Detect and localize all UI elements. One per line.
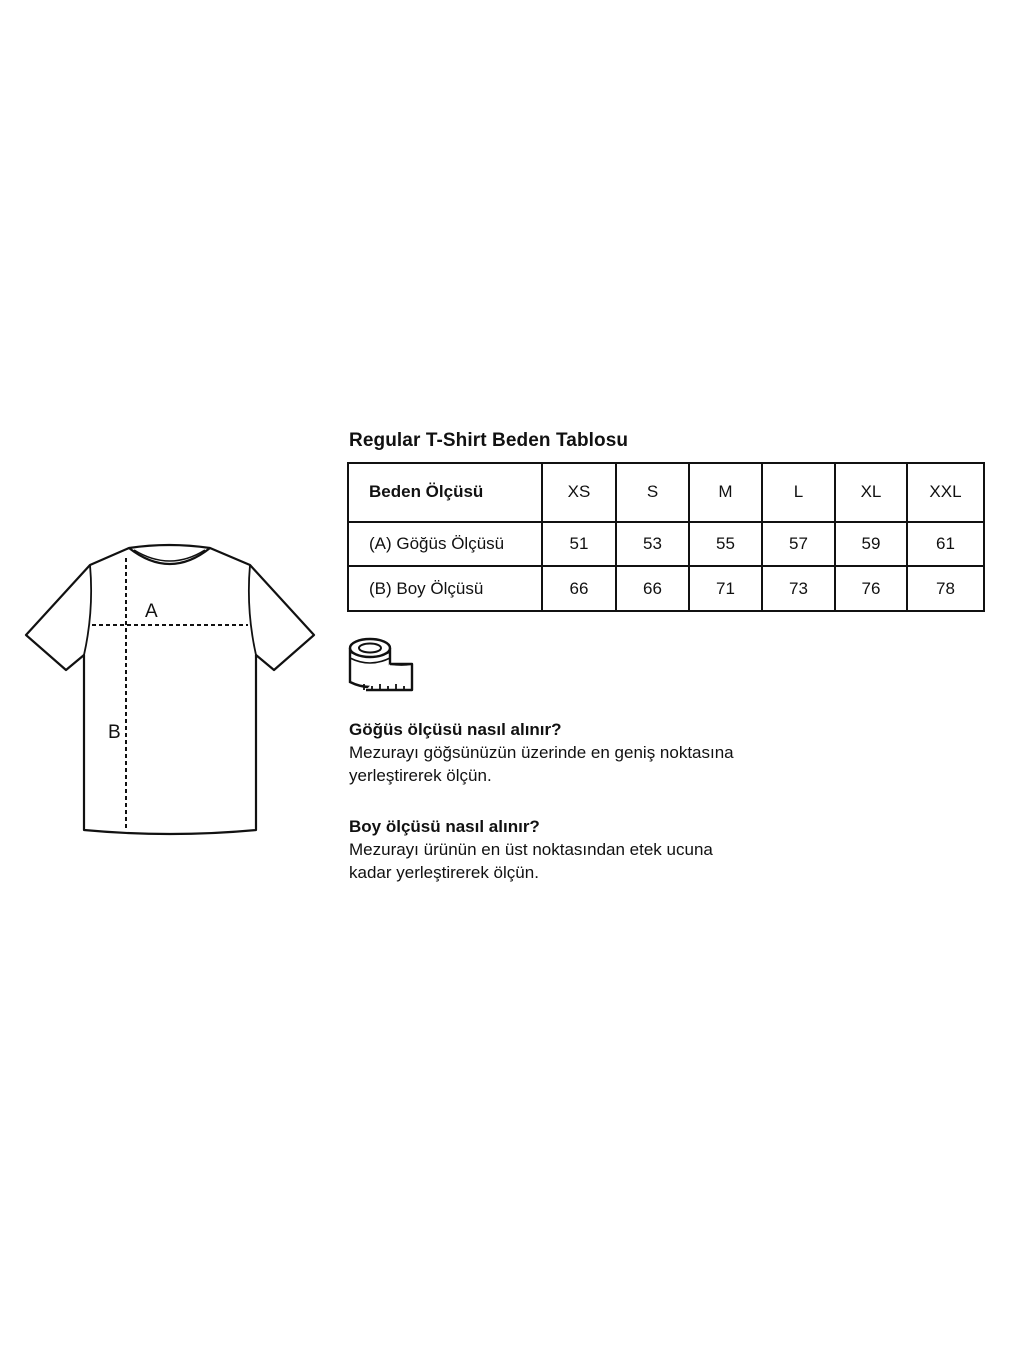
- table-cell: 66: [542, 566, 616, 611]
- table-row: [348, 522, 984, 567]
- table-cell: 51: [542, 522, 616, 567]
- size-header-xl: XL: [835, 463, 907, 522]
- length-answer-line2: kadar yerleştirerek ölçün.: [349, 863, 539, 882]
- chest-question: Göğüs ölçüsü nasıl alınır?: [349, 720, 562, 739]
- size-header-m: M: [689, 463, 762, 522]
- table-cell: 66: [616, 566, 689, 611]
- chest-instructions: [349, 718, 819, 787]
- table-header-row: [348, 463, 984, 522]
- row-label-chest: (A) Göğüs Ölçüsü: [348, 522, 542, 567]
- table-row: [348, 566, 984, 611]
- size-header-xs: XS: [542, 463, 616, 522]
- table-cell: 73: [762, 566, 835, 611]
- table-header-label: Beden Ölçüsü: [348, 463, 542, 522]
- table-cell: 53: [616, 522, 689, 567]
- table-cell: 59: [835, 522, 907, 567]
- row-label-length: (B) Boy Ölçüsü: [348, 566, 542, 611]
- table-cell: 76: [835, 566, 907, 611]
- table-cell: 78: [907, 566, 984, 611]
- chest-answer-line2: yerleştirerek ölçün.: [349, 766, 492, 785]
- length-question: Boy ölçüsü nasıl alınır?: [349, 817, 540, 836]
- length-answer-line1: Mezurayı ürünün en üst noktasından etek ucuna: [349, 840, 713, 859]
- size-table: [347, 462, 985, 612]
- size-header-l: L: [762, 463, 835, 522]
- size-header-s: S: [616, 463, 689, 522]
- length-instructions: [349, 815, 819, 884]
- chest-measure-label: A: [145, 601, 158, 622]
- tshirt-diagram: [24, 540, 316, 840]
- table-cell: 71: [689, 566, 762, 611]
- table-cell: 55: [689, 522, 762, 567]
- table-cell: 61: [907, 522, 984, 567]
- size-header-xxl: XXL: [907, 463, 984, 522]
- length-measure-label: B: [108, 722, 121, 743]
- table-cell: 57: [762, 522, 835, 567]
- chest-answer-line1: Mezurayı göğsünüzün üzerinde en geniş noktasına: [349, 743, 734, 762]
- size-chart-title: Regular T-Shirt Beden Tablosu: [349, 430, 629, 451]
- measuring-tape-icon: [346, 636, 418, 694]
- tshirt-outline: [26, 545, 314, 834]
